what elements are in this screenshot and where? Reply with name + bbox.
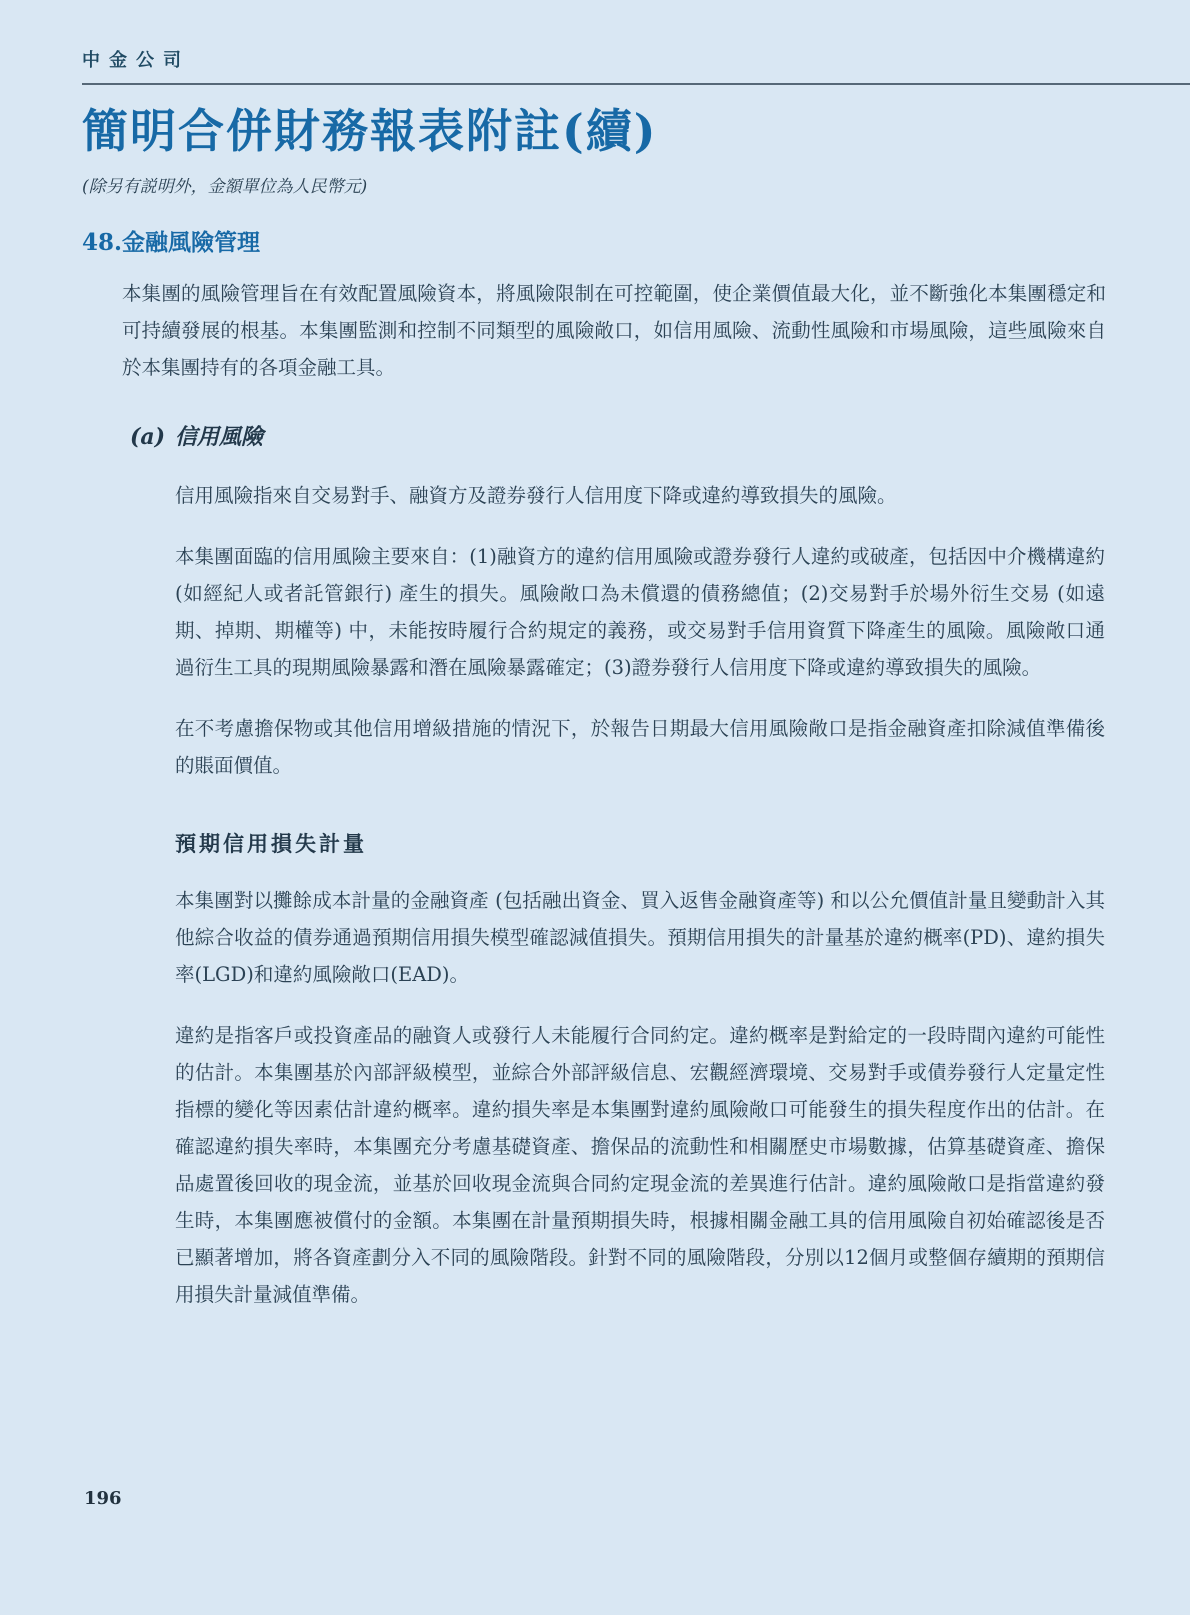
header-rule — [82, 83, 1190, 85]
section-intro-paragraph: 本集團的風險管理旨在有效配置風險資本，將風險限制在可控範圍，使企業價值最大化，並不斷強化本集團穩定和可持續發展的根基。本集團監測和控制不同類型的風險敞口，如信用風險、流動性風險和市場風險，這些風險來自於本集團持有的各項金融工具。 — [122, 282, 1106, 379]
credit-risk-heading — [130, 424, 1190, 451]
currency-note: (除另有説明外，金額單位為人民幣元) — [82, 177, 368, 197]
ecl-measurement-title: 預期信用損失計量 — [175, 831, 367, 856]
ecl-paragraph-1: 本集團對以攤餘成本計量的金融資產 (包括融出資金、買入返售金融資產等) 和以公允價值計量且變動計入其他綜合收益的債券通過預期信用損失模型確認減值損失。預期信用損失的計量基於違約概率(PD)、違約損失率(LGD)和違約風險敞口(EAD)。 — [175, 889, 1105, 986]
section-48-heading — [82, 229, 1190, 257]
credit-risk-label: (a) — [130, 424, 166, 450]
page-number: 196 — [84, 1488, 122, 1509]
credit-risk-title: 信用風險 — [175, 424, 264, 450]
page-title: 簡明合併財務報表附註(續) — [82, 104, 658, 158]
credit-risk-paragraph-3: 在不考慮擔保物或其他信用增級措施的情況下，於報告日期最大信用風險敞口是指金融資產扣除減值準備後的賬面價值。 — [175, 717, 1105, 777]
credit-risk-body — [175, 477, 1105, 1313]
section-title: 金融風險管理 — [122, 229, 260, 256]
company-name: 中金公司 — [82, 50, 190, 71]
ecl-paragraph-2: 違約是指客戶或投資產品的融資人或發行人未能履行合同約定。違約概率是對給定的一段時間內違約可能性的估計。本集團基於內部評級模型，並綜合外部評級信息、宏觀經濟環境、交易對手或債券發行人定量定性指標的變化等因素估計違約概率。違約損失率是本集團對違約風險敞口可能發生的損失程度作出的估計。在確認違約損失率時，本集團充分考慮基礎資產、擔保品的流動性和相關歷史市場數據，估算基礎資產、擔保品處置後回收的現金流，並基於回收現金流與合同約定現金流的差異進行估計。違約風險敞口是指當違約發生時，本集團應被償付的金額。本集團在計量預期損失時，根據相關金融工具的信用風險自初始確認後是否已顯著增加，將各資產劃分入不同的風險階段。針對不同的風險階段，分別以12個月或整個存續期的預期信用損失計量減值準備。 — [175, 1024, 1105, 1306]
credit-risk-paragraph-2: 本集團面臨的信用風險主要來自：(1)融資方的違約信用風險或證券發行人違約或破產，包括因中介機構違約 (如經紀人或者託管銀行) 產生的損失。風險敞口為未償還的債務總值；(2)交易對手於場外衍生交易 (如遠期、掉期、期權等) 中，未能按時履行合約規定的義務，或交易對手信用資質下降產生的風險。風險敞口通過衍生工具的現期風險暴露和潛在風險暴露確定；(3)證券發行人信用度下降或違約導致損失的風險。 — [175, 545, 1105, 679]
credit-risk-paragraph-1: 信用風險指來自交易對手、融資方及證券發行人信用度下降或違約導致損失的風險。 — [175, 484, 897, 507]
section-number: 48. — [82, 229, 123, 256]
subsection-credit-risk — [130, 424, 1190, 1313]
